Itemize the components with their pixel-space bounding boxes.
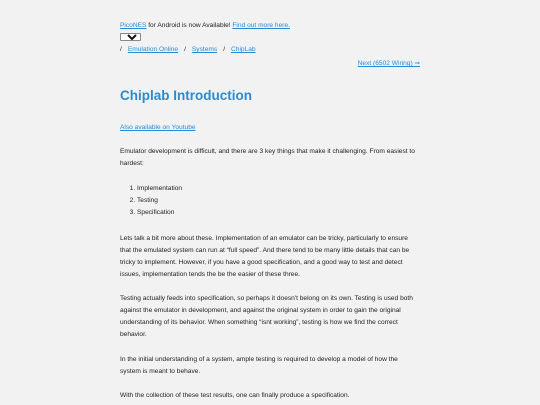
breadcrumb-separator: /: [120, 46, 122, 53]
list-item: 1. Implementation: [137, 183, 182, 195]
announcement-bar: [120, 20, 290, 32]
specification-paragraph: With the collection of these test results, one can finally produce a specification.: [120, 392, 350, 399]
breadcrumb-chiplab[interactable]: ChipLab: [231, 46, 256, 53]
next-page-link[interactable]: Next (6502 Wiring) ⇒: [357, 60, 420, 67]
youtube-link[interactable]: Also available on Youtube: [120, 124, 196, 131]
challenge-list: [120, 183, 182, 219]
breadcrumb-separator: /: [184, 46, 186, 53]
testing-paragraph: Testing actually feeds into specification, so perhaps it doesn't belong on its own. Testing is used both against the emulator in development, and against the original system in order to gain the original understanding of its behavior. When something “isnt working”, testing is how we find the correct behavior.: [120, 295, 413, 338]
theme-select[interactable]: [120, 33, 141, 41]
list-item: 3. Specification: [137, 207, 182, 219]
picones-link[interactable]: PicoNES: [120, 22, 147, 29]
breadcrumb: [120, 44, 256, 56]
understanding-paragraph: In the initial understanding of a system, ample testing is required to develop a model of how the system is meant to behave.: [120, 356, 398, 375]
breadcrumb-separator: /: [223, 46, 226, 53]
breadcrumb-emulation-online[interactable]: Emulation Online: [127, 46, 179, 53]
find-out-more-link[interactable]: Find out more here.: [232, 22, 290, 29]
announcement-text: for Android is now Available!: [146, 22, 233, 29]
page-title: Chiplab Introduction: [120, 88, 252, 103]
intro-paragraph: Emulator development is difficult, and there are 3 key things that make it challenging. From easiest to hardest:: [120, 148, 415, 167]
breadcrumb-systems[interactable]: Systems: [191, 46, 218, 53]
list-item: 2. Testing: [137, 195, 182, 207]
implementation-paragraph: Lets talk a bit more about these. Implementation of an emulator can be tricky, particularly to ensure that the emulated system can run at “full speed”. And there tend to be many little details that can be tricky to implement. However, if you have a good specification, and a good way to test and detect issues, implementation tends the be the easier of these three.: [120, 235, 410, 278]
